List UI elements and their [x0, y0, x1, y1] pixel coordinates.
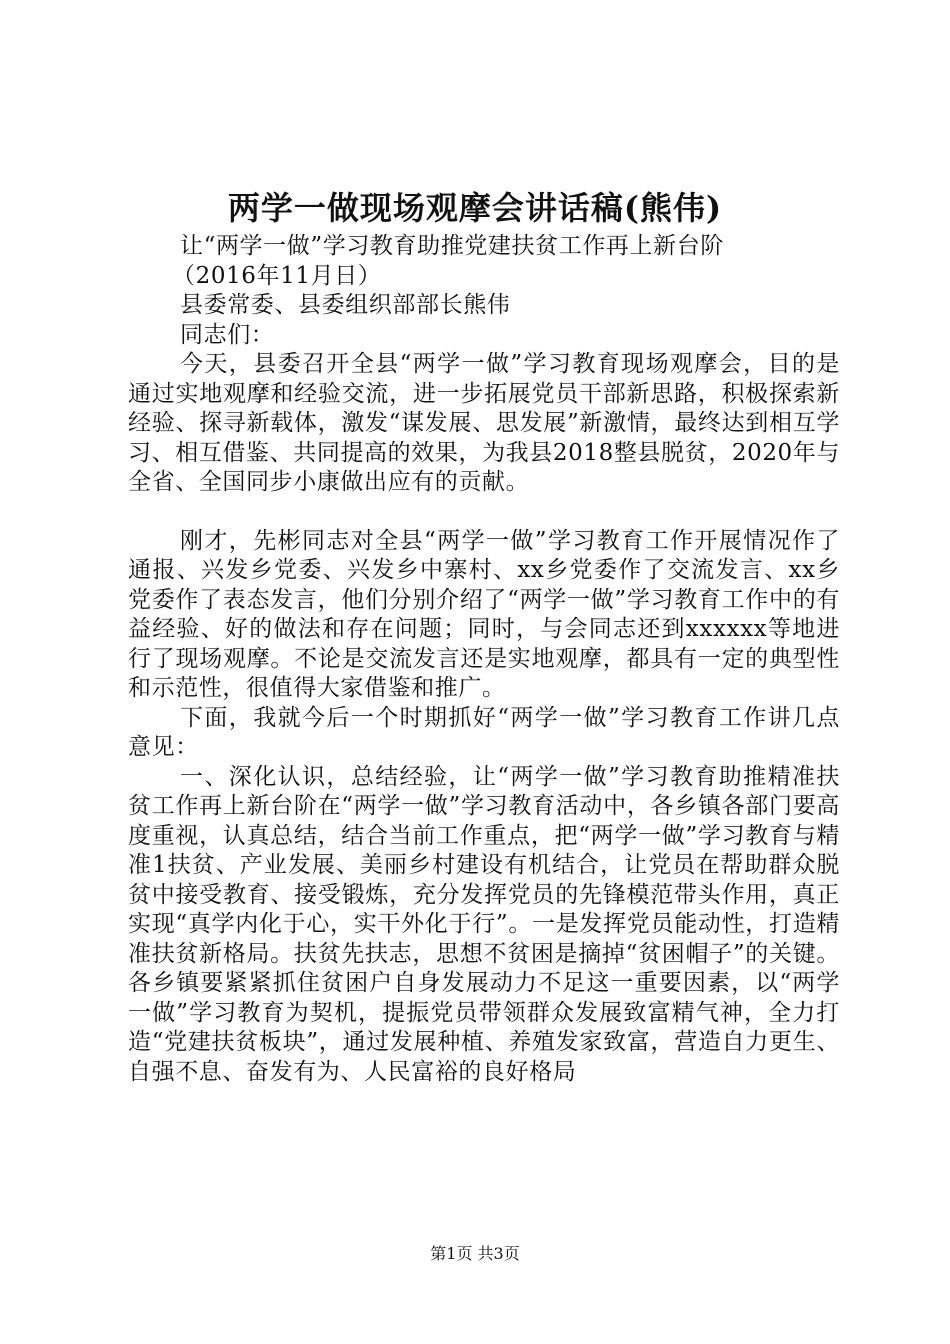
paragraph: 下面，我就今后一个时期抓好“两学一做”学习教育工作讲几点意见： — [128, 704, 840, 760]
document-body — [128, 232, 840, 1087]
paragraph-spacer — [128, 498, 840, 527]
speaker-line: 县委常委、县委组织部部长熊伟 — [180, 292, 511, 318]
page-number-footer: 第1页 共3页 — [430, 1244, 520, 1263]
paragraph: 刚才，先彬同志对全县“两学一做”学习教育工作开展情况作了通报、兴发乡党委、兴发乡中寨村、xx乡党委作了交流发言、xx乡党委作了表态发言，他们分别介绍了“两学一做”学习教育工作中的有益经验、好的做法和存在问题；同时，与会同志还到xxxxxx等地进行了现场观摩。不论是交流发言还是实地观摩，都具有一定的典型性和示范性，很值得大家借鉴和推广。 — [128, 527, 840, 701]
paragraph: 今天，县委召开全县“两学一做”学习教育现场观摩会，目的是通过实地观摩和经验交流，进一步拓展党员干部新思路，积极探索新经验、探寻新载体，激发“谋发展、思发展”新激情，最终达到相互学习、相互借鉴、共同提高的效果，为我县2018整县脱贫，2020年与全省、全国同步小康做出应有的贡献。 — [128, 351, 840, 495]
speech-date: （2016年11月日） — [172, 262, 382, 289]
paragraph: 一、深化认识，总结经验，让“两学一做”学习教育助推精准扶贫工作再上新台阶在“两学一做”学习教育活动中，各乡镇各部门要高度重视，认真总结，结合当前工作重点，把“两学一做”学习教育与精准1扶贫、产业发展、美丽乡村建设有机结合，让党员在帮助群众脱贫中接受教育、接受锻炼，充分发挥党员的先锋模范带头作用，真正实现“真学内化于心，实干外化于行”。一是发挥党员能动性，打造精准扶贫新格局。扶贫先扶志，思想不贫困是摘掉“贫困帽子”的关键。各乡镇要紧紧抓住贫困户自身发展动力不足这一重要因素，以“两学一做”学习教育为契机，提振党员带领群众发展致富精气神，全力打造“党建扶贫板块”，通过发展种植、养殖发家致富，营造自力更生、自强不息、奋发有为、人民富裕的良好格局 — [128, 763, 840, 1085]
document-title: 两学一做现场观摩会讲话稿(熊伟) — [227, 189, 723, 227]
salutation: 同志们： — [180, 321, 275, 348]
subtitle: 让“两学一做”学习教育助推党建扶贫工作再上新台阶 — [180, 233, 724, 259]
